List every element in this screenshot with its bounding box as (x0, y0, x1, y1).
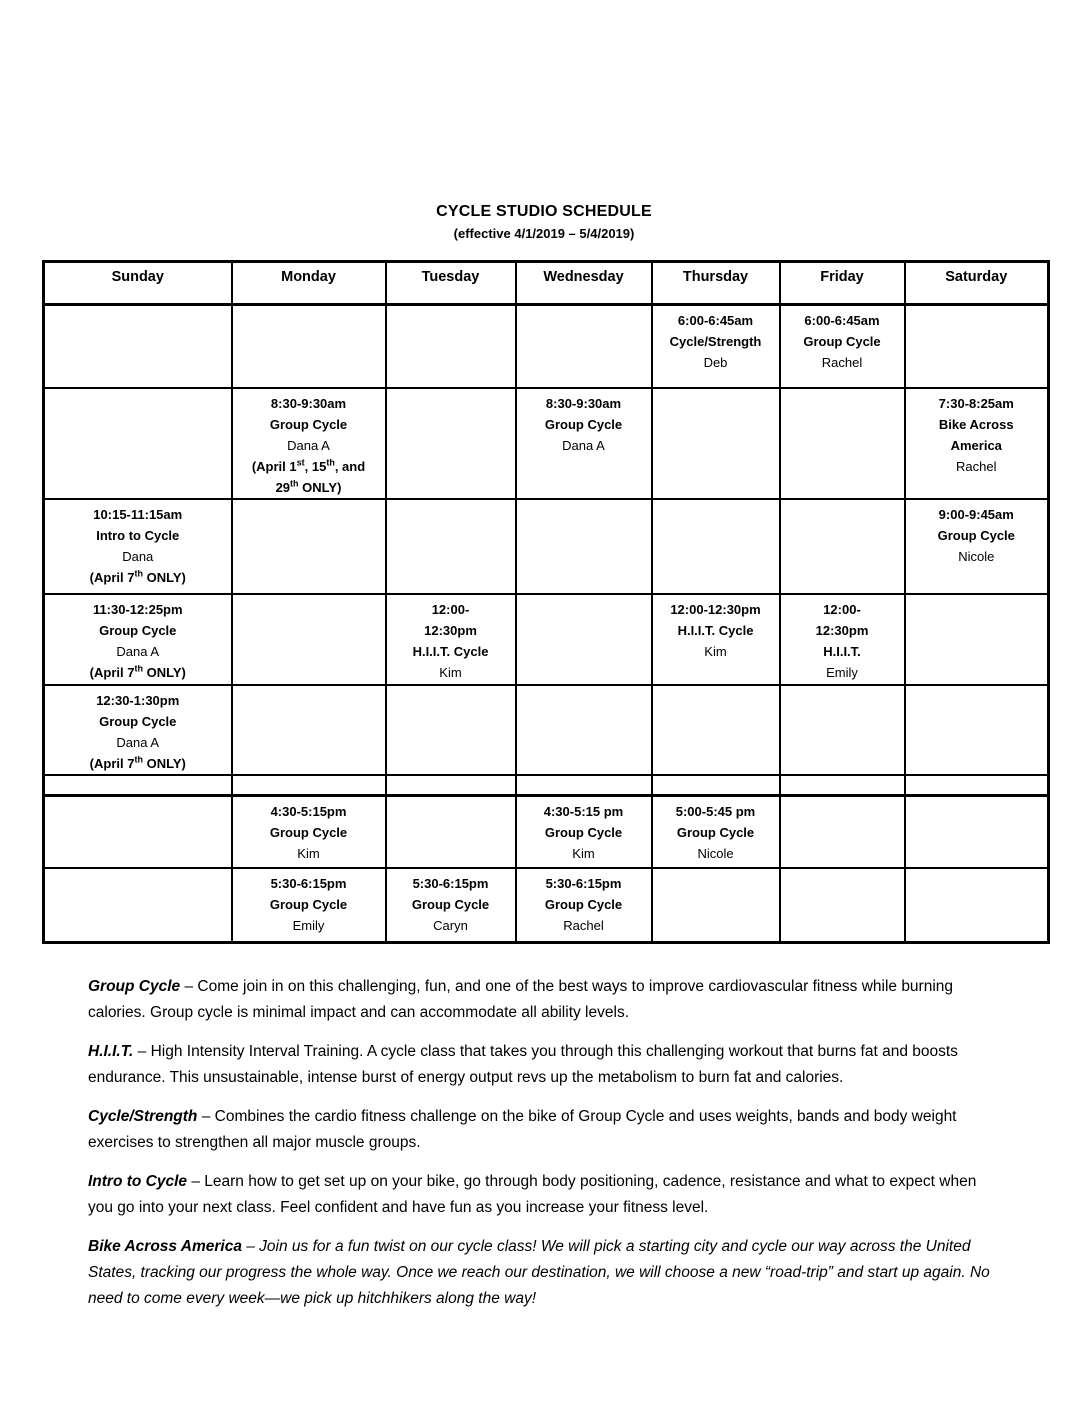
schedule-cell-sunday-row8 (44, 868, 232, 943)
class-info-line: H.I.I.T. Cycle (677, 623, 754, 638)
class-info-line: 5:30-6:15pm (270, 876, 347, 891)
class-info-line: Group Cycle (544, 897, 623, 912)
class-info-line: Group Cycle (99, 623, 177, 638)
schedule-cell-sunday-row3 (44, 499, 232, 594)
class-info-line: Group Cycle (803, 334, 881, 349)
instructor-name: Caryn (433, 918, 468, 933)
class-info-line: (April 1st, 15th, and (251, 457, 366, 474)
class-info-line: 5:00-5:45 pm (675, 804, 756, 819)
class-info-line: Group Cycle (269, 897, 348, 912)
class-info-line: 6:00-6:45am (804, 313, 880, 328)
class-info-line: Group Cycle (937, 528, 1015, 543)
class-description-paragraph: Group Cycle – Come join in on this challenging, fun, and one of the best ways to improve cardiovascular fitness while burning calories. Group cycle is minimal impact and can accommodate all ability levels. (88, 978, 954, 1021)
day-header-wednesday: Wednesday (516, 262, 652, 305)
day-header-saturday: Saturday (905, 262, 1049, 305)
schedule-cell-wednesday-row5 (516, 685, 652, 775)
instructor-name: Rachel (563, 918, 604, 933)
schedule-cell-tuesday-row8 (386, 868, 516, 943)
schedule-cell-sunday-row2 (44, 388, 232, 499)
class-info-line: Group Cycle (544, 825, 623, 840)
class-info-line: 7:30-8:25am (938, 396, 1014, 411)
instructor-name: Deb (703, 355, 728, 370)
schedule-cell-monday-row8 (232, 868, 386, 943)
class-info-line: 12:00- (431, 602, 470, 617)
class-descriptions (88, 974, 1000, 1312)
instructor-name: Rachel (956, 459, 997, 474)
class-info-line: 5:30-6:15pm (412, 876, 489, 891)
schedule-cell-wednesday-row2 (516, 388, 652, 499)
schedule-cell-saturday-row4 (905, 594, 1049, 685)
schedule-cell-monday-row5 (232, 685, 386, 775)
schedule-cell-tuesday-row3 (386, 499, 516, 594)
class-info-line: America (950, 438, 1002, 453)
schedule-row (44, 868, 1049, 943)
schedule-row (44, 305, 1049, 389)
schedule-cell-friday-row8 (780, 868, 905, 943)
schedule-cell-tuesday-row7 (386, 796, 516, 869)
instructor-name: Kim (704, 644, 727, 659)
schedule-cell-sunday-row4 (44, 594, 232, 685)
schedule-cell-saturday-row8 (905, 868, 1049, 943)
schedule-cell-thursday-row4 (652, 594, 780, 685)
instructor-name: Dana A (287, 438, 330, 453)
class-info-line: 4:30-5:15 pm (543, 804, 624, 819)
class-description-paragraph: H.I.I.T. – High Intensity Interval Training. A cycle class that takes you through this challenging workout that burns fat and boosts endurance. This unsustainable, intense burst of energy output revs up the metabolism to burn fat and calories. (88, 1043, 958, 1086)
schedule-cell-friday-row6 (780, 775, 905, 796)
class-info-line: Group Cycle (676, 825, 755, 840)
class-info-line: Intro to Cycle (96, 528, 180, 543)
schedule-cell-thursday-row8 (652, 868, 780, 943)
class-info-line: 12:30pm (815, 623, 869, 638)
class-description-paragraph: Intro to Cycle – Learn how to get set up on your bike, go through body positioning, cadence, resistance and what to expect when you go into your next class. Feel confident and have fun as you increase your fitness level. (88, 1173, 977, 1216)
class-info-line: 10:15-11:15am (93, 507, 183, 522)
class-description-paragraph: Cycle/Strength – Combines the cardio fitness challenge on the bike of Group Cycle and uses weights, bands and body weight exercises to strengthen all major muscle groups. (88, 1108, 957, 1151)
day-header-friday: Friday (780, 262, 905, 305)
schedule-cell-wednesday-row3 (516, 499, 652, 594)
class-info-line: (April 7th ONLY) (89, 663, 186, 680)
schedule-cell-friday-row2 (780, 388, 905, 499)
schedule-cell-thursday-row2 (652, 388, 780, 499)
instructor-name: Dana (122, 549, 154, 564)
schedule-cell-thursday-row7 (652, 796, 780, 869)
class-info-line: H.I.I.T. Cycle (412, 644, 489, 659)
class-info-line: H.I.I.T. (823, 644, 861, 659)
instructor-name: Kim (572, 846, 595, 861)
class-info-line: 5:30-6:15pm (545, 876, 622, 891)
class-info-line: 11:30-12:25pm (92, 602, 183, 617)
schedule-cell-wednesday-row7 (516, 796, 652, 869)
schedule-cell-saturday-row7 (905, 796, 1049, 869)
class-term: Intro to Cycle (88, 1173, 188, 1190)
schedule-cell-monday-row2 (232, 388, 386, 499)
class-info-line: Group Cycle (544, 417, 623, 432)
schedule-cell-monday-row4 (232, 594, 386, 685)
schedule-cell-sunday-row7 (44, 796, 232, 869)
schedule-cell-wednesday-row4 (516, 594, 652, 685)
schedule-row (44, 775, 1049, 796)
schedule-cell-tuesday-row6 (386, 775, 516, 796)
class-info-line: 29th ONLY) (275, 478, 342, 495)
class-info-line: 6:00-6:45am (677, 313, 754, 328)
day-header-sunday: Sunday (44, 262, 232, 305)
class-info-line: 9:00-9:45am (938, 507, 1014, 522)
instructor-name: Emily (826, 665, 858, 680)
class-description-paragraph: Bike Across America – Join us for a fun twist on our cycle class! We will pick a starting city and cycle our way across the United States, tracking our progress the whole way. Once we reach our destination, we will choose a new “road-trip” and start up again. No need to come every week—we pick up hitchhikers along the way! (88, 1238, 990, 1307)
schedule-cell-thursday-row5 (652, 685, 780, 775)
instructor-name: Rachel (821, 355, 863, 370)
schedule-cell-monday-row7 (232, 796, 386, 869)
page-subtitle: (effective 4/1/2019 – 5/4/2019) (453, 226, 635, 241)
schedule-cell-tuesday-row4 (386, 594, 516, 685)
instructor-name: Nicole (958, 549, 995, 564)
class-term: Group Cycle (88, 978, 181, 995)
instructor-name: Dana A (562, 438, 605, 453)
class-info-line: 8:30-9:30am (545, 396, 622, 411)
schedule-cell-friday-row3 (780, 499, 905, 594)
schedule-body (44, 305, 1049, 943)
class-info-line: (April 7th ONLY) (89, 568, 186, 585)
schedule-cell-tuesday-row1 (386, 305, 516, 389)
schedule-cell-saturday-row5 (905, 685, 1049, 775)
schedule-row (44, 499, 1049, 594)
schedule-cell-tuesday-row2 (386, 388, 516, 499)
schedule-cell-wednesday-row8 (516, 868, 652, 943)
instructor-name: Kim (297, 846, 320, 861)
schedule-cell-thursday-row1 (652, 305, 780, 389)
instructor-name: Dana A (116, 735, 160, 750)
schedule-cell-saturday-row2 (905, 388, 1049, 499)
schedule-cell-friday-row5 (780, 685, 905, 775)
class-term: H.I.I.T. (88, 1043, 134, 1060)
schedule-cell-saturday-row3 (905, 499, 1049, 594)
instructor-name: Nicole (697, 846, 734, 861)
schedule-cell-sunday-row1 (44, 305, 232, 389)
day-header-monday: Monday (232, 262, 386, 305)
schedule-header-row (44, 262, 1049, 305)
instructor-name: Emily (292, 918, 325, 933)
instructor-name: Dana A (116, 644, 160, 659)
class-info-line: Group Cycle (99, 714, 177, 729)
class-info-line: Group Cycle (411, 897, 490, 912)
schedule-row (44, 796, 1049, 869)
schedule-cell-friday-row1 (780, 305, 905, 389)
class-info-line: Bike Across (938, 417, 1014, 432)
title-block (0, 0, 1088, 241)
class-info-line: 12:30-1:30pm (96, 693, 180, 708)
class-info-line: (April 7th ONLY) (89, 754, 186, 771)
class-info-line: 4:30-5:15pm (270, 804, 347, 819)
schedule-cell-sunday-row6 (44, 775, 232, 796)
instructor-name: Kim (439, 665, 462, 680)
schedule-table (42, 260, 1050, 944)
schedule-cell-wednesday-row6 (516, 775, 652, 796)
schedule-row (44, 594, 1049, 685)
day-header-tuesday: Tuesday (386, 262, 516, 305)
schedule-cell-wednesday-row1 (516, 305, 652, 389)
class-info-line: Group Cycle (269, 417, 348, 432)
class-term: Bike Across America (88, 1238, 242, 1255)
schedule-cell-sunday-row5 (44, 685, 232, 775)
schedule-cell-tuesday-row5 (386, 685, 516, 775)
class-info-line: Cycle/Strength (669, 334, 762, 349)
schedule-cell-friday-row7 (780, 796, 905, 869)
schedule-cell-saturday-row1 (905, 305, 1049, 389)
class-info-line: 8:30-9:30am (270, 396, 347, 411)
schedule-row (44, 685, 1049, 775)
schedule-cell-monday-row1 (232, 305, 386, 389)
class-info-line: 12:30pm (424, 623, 477, 638)
class-info-line: 12:00- (823, 602, 861, 617)
schedule-cell-thursday-row3 (652, 499, 780, 594)
class-info-line: 12:00-12:30pm (670, 602, 761, 617)
schedule-row (44, 388, 1049, 499)
day-header-thursday: Thursday (652, 262, 780, 305)
class-term: Cycle/Strength (88, 1108, 198, 1125)
schedule-cell-monday-row3 (232, 499, 386, 594)
class-info-line: Group Cycle (269, 825, 348, 840)
schedule-cell-thursday-row6 (652, 775, 780, 796)
page-title: CYCLE STUDIO SCHEDULE (436, 203, 652, 220)
schedule-cell-friday-row4 (780, 594, 905, 685)
schedule-cell-monday-row6 (232, 775, 386, 796)
schedule-cell-saturday-row6 (905, 775, 1049, 796)
